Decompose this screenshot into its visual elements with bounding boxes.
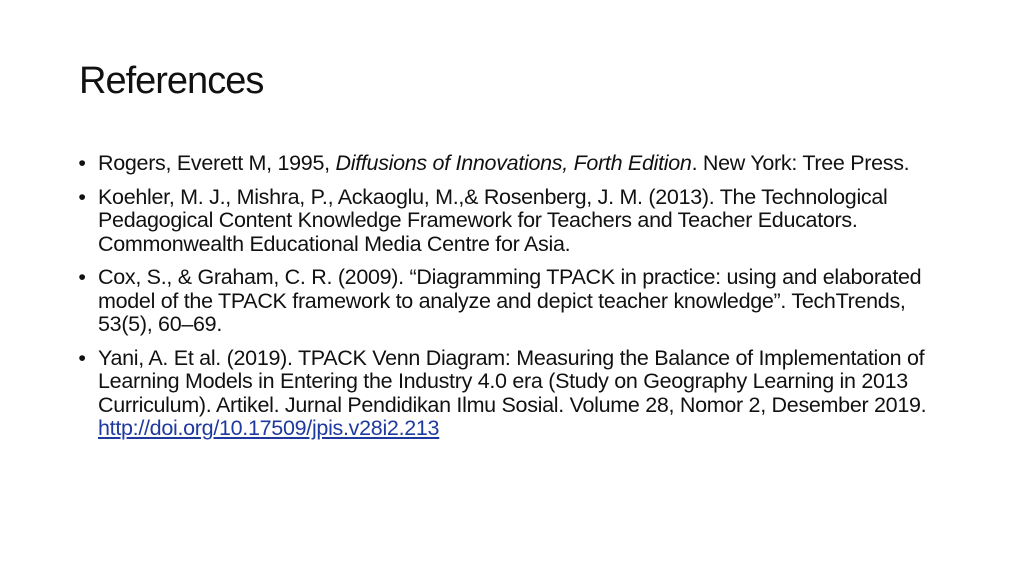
reference-text: Cox, S., & Graham, C. R. (2009). “Diagramming TPACK in practice: using and elaborated model of the TPACK framework to analyze and depict teacher knowledge”. TechTrends, 53(5), 60–69.	[98, 265, 922, 336]
reference-text-post: . New York: Tree Press.	[691, 151, 910, 175]
doi-link[interactable]: http://doi.org/10.17509/jpis.v28i2.213	[98, 416, 440, 440]
reference-list	[74, 152, 954, 451]
bullet-icon: •	[78, 151, 86, 175]
reference-item-cox	[74, 266, 954, 337]
bullet-icon: •	[78, 345, 86, 370]
slide-title: References	[79, 60, 264, 102]
reference-item-rogers	[74, 152, 954, 176]
reference-text: Koehler, M. J., Mishra, P., Ackaoglu, M.,& Rosenberg, J. M. (2013). The Technological Pedagogical Content Knowledge Framework for Teachers and Teacher Educators. Commonwealth Educational Media Centre for Asia.	[98, 184, 888, 256]
reference-item-koehler	[74, 186, 954, 257]
bullet-icon: •	[78, 184, 86, 209]
bullet-icon: •	[78, 265, 86, 289]
reference-text: Yani, A. Et al. (2019). TPACK Venn Diagram: Measuring the Balance of Implementation of Learning Models in Entering the Industry 4.0 era (Study on Geography Learning in 2013 Curriculum). Artikel. Jurnal Pendidikan Ilmu Sosial. Volume 28, Nomor 2, Desember 2019.	[98, 345, 927, 417]
reference-book-title: Diffusions of Innovations, Forth Edition	[335, 151, 692, 175]
reference-item-yani	[74, 347, 954, 441]
reference-text-pre: Rogers, Everett M, 1995,	[98, 151, 336, 175]
